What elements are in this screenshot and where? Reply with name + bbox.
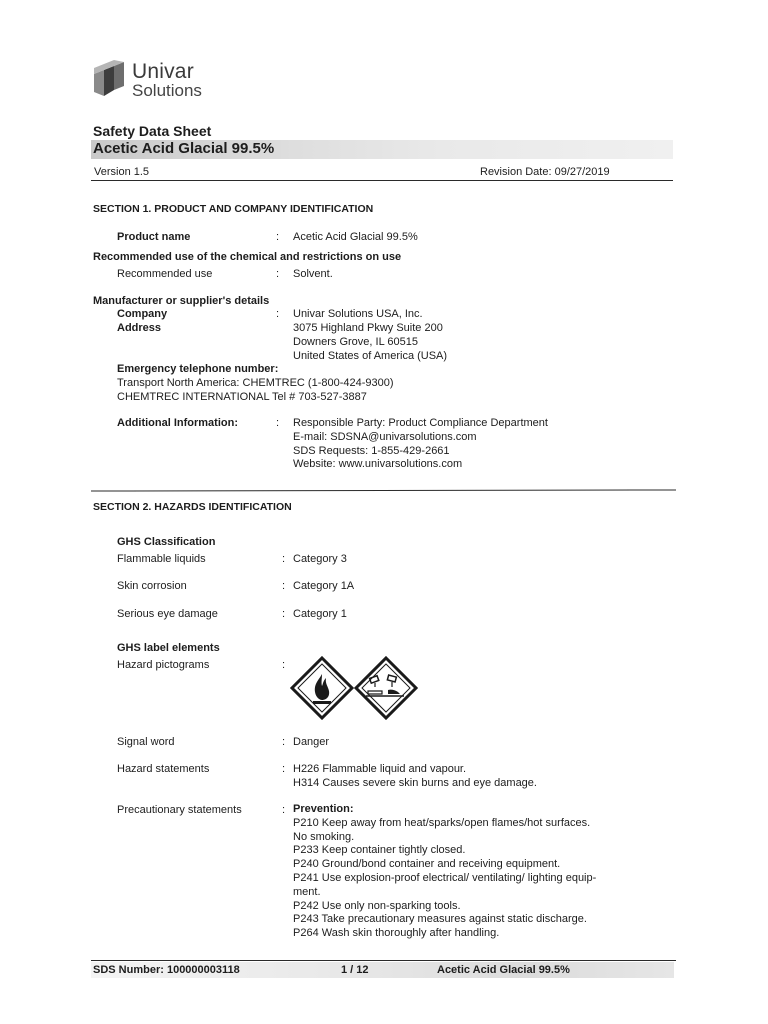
signal-word-label: Signal word: [117, 736, 175, 748]
precautionary-line: ment.: [293, 885, 321, 898]
address-line: Downers Grove, IL 60515: [293, 335, 418, 348]
classification-value: Category 3: [293, 553, 347, 565]
precautionary-line: P233 Keep container tightly closed.: [293, 844, 466, 857]
precautionary-line: P210 Keep away from heat/sparks/open flames/hot surfaces.: [293, 816, 591, 829]
colon: :: [282, 659, 286, 671]
univar-logo-icon: [92, 60, 126, 98]
section1-heading: SECTION 1. PRODUCT AND COMPANY IDENTIFICATION: [93, 203, 374, 215]
company-logo: [92, 56, 232, 104]
hazard-statement: H226 Flammable liquid and vapour.: [293, 763, 467, 775]
precautionary-line: P243 Take precautionary measures against static discharge.: [293, 913, 587, 926]
additional-info-line: SDS Requests: 1-855-429-2661: [293, 444, 450, 457]
address-label: Address: [117, 322, 162, 334]
brand-subname: Solutions: [132, 81, 202, 100]
section-divider: [91, 489, 676, 491]
version-label: Version 1.5: [94, 166, 150, 178]
product-title: Acetic Acid Glacial 99.5%: [93, 140, 275, 157]
document-title: Safety Data Sheet: [93, 123, 212, 139]
address-line: United States of America (USA): [293, 349, 448, 362]
hazard-statement: H314 Causes severe skin burns and eye damage.: [293, 776, 537, 789]
hazard-statements-block: [293, 763, 537, 791]
colon: :: [282, 763, 286, 775]
company-value: Univar Solutions USA, Inc.: [293, 308, 423, 320]
additional-info-line: E-mail: SDSNA@univarsolutions.com: [293, 430, 477, 443]
address-line: 3075 Highland Pkwy Suite 200: [293, 322, 443, 334]
signal-word-value: Danger: [293, 736, 330, 748]
ghs-classification-heading: GHS Classification: [117, 536, 216, 548]
recommended-use-heading: Recommended use of the chemical and restrictions on use: [93, 251, 402, 263]
emergency-heading: Emergency telephone number:: [117, 363, 279, 375]
colon: :: [276, 268, 280, 280]
flame-pictogram-icon: [292, 658, 352, 718]
company-label: Company: [117, 308, 168, 320]
colon: :: [276, 417, 280, 429]
brand-name: Univar: [132, 60, 194, 83]
classification-value: Category 1: [293, 608, 347, 620]
precautionary-line: P242 Use only non-sparking tools.: [293, 899, 461, 912]
additional-info-line: Responsible Party: Product Compliance Department: [293, 417, 548, 429]
precautionary-line: No smoking.: [293, 830, 355, 843]
emergency-line: Transport North America: CHEMTREC (1-800-424-9300): [117, 377, 394, 389]
header-divider: [91, 180, 673, 181]
colon: :: [276, 308, 280, 320]
emergency-line: CHEMTREC INTERNATIONAL Tel # 703-527-3887: [117, 390, 367, 403]
additional-info-label: Additional Information:: [117, 417, 238, 429]
recommended-use-value: Solvent.: [293, 268, 333, 280]
colon: :: [282, 553, 286, 565]
additional-info-line: Website: www.univarsolutions.com: [293, 458, 463, 471]
precautionary-block: [293, 803, 596, 941]
colon: :: [282, 608, 286, 620]
revision-date: Revision Date: 09/27/2019: [480, 166, 610, 178]
emergency-block: [117, 377, 394, 405]
manufacturer-heading: Manufacturer or supplier's details: [93, 295, 270, 307]
classification-label: Skin corrosion: [117, 580, 187, 592]
corrosion-pictogram-icon: [356, 658, 416, 718]
footer-product: Acetic Acid Glacial 99.5%: [437, 964, 570, 976]
colon: :: [276, 231, 280, 243]
colon: :: [282, 804, 286, 816]
address-block: [293, 322, 447, 363]
footer-divider: [91, 960, 676, 961]
prevention-heading: Prevention:: [293, 803, 354, 815]
hazard-pictograms: [290, 656, 418, 720]
precautionary-label: Precautionary statements: [117, 804, 242, 816]
precautionary-line: P240 Ground/bond container and receiving equipment.: [293, 858, 561, 871]
precautionary-line: P241 Use explosion-proof electrical/ ventilating/ lighting equip-: [293, 871, 597, 884]
sds-number: SDS Number: 100000003118: [93, 964, 240, 976]
additional-info-block: [293, 417, 548, 472]
section2-heading: SECTION 2. HAZARDS IDENTIFICATION: [93, 501, 292, 513]
page-number: 1 / 12: [341, 964, 369, 976]
colon: :: [282, 736, 286, 748]
precautionary-line: P264 Wash skin thoroughly after handling.: [293, 927, 500, 940]
recommended-use-label: Recommended use: [117, 268, 213, 280]
label-elements-heading: GHS label elements: [117, 642, 220, 654]
classification-label: Serious eye damage: [117, 608, 218, 620]
classification-value: Category 1A: [293, 580, 355, 592]
product-name-label: Product name: [117, 231, 191, 243]
classification-label: Flammable liquids: [117, 553, 206, 565]
hazard-pictograms-label: Hazard pictograms: [117, 659, 210, 671]
colon: :: [282, 580, 286, 592]
product-name-value: Acetic Acid Glacial 99.5%: [293, 231, 418, 243]
hazard-statements-label: Hazard statements: [117, 763, 210, 775]
